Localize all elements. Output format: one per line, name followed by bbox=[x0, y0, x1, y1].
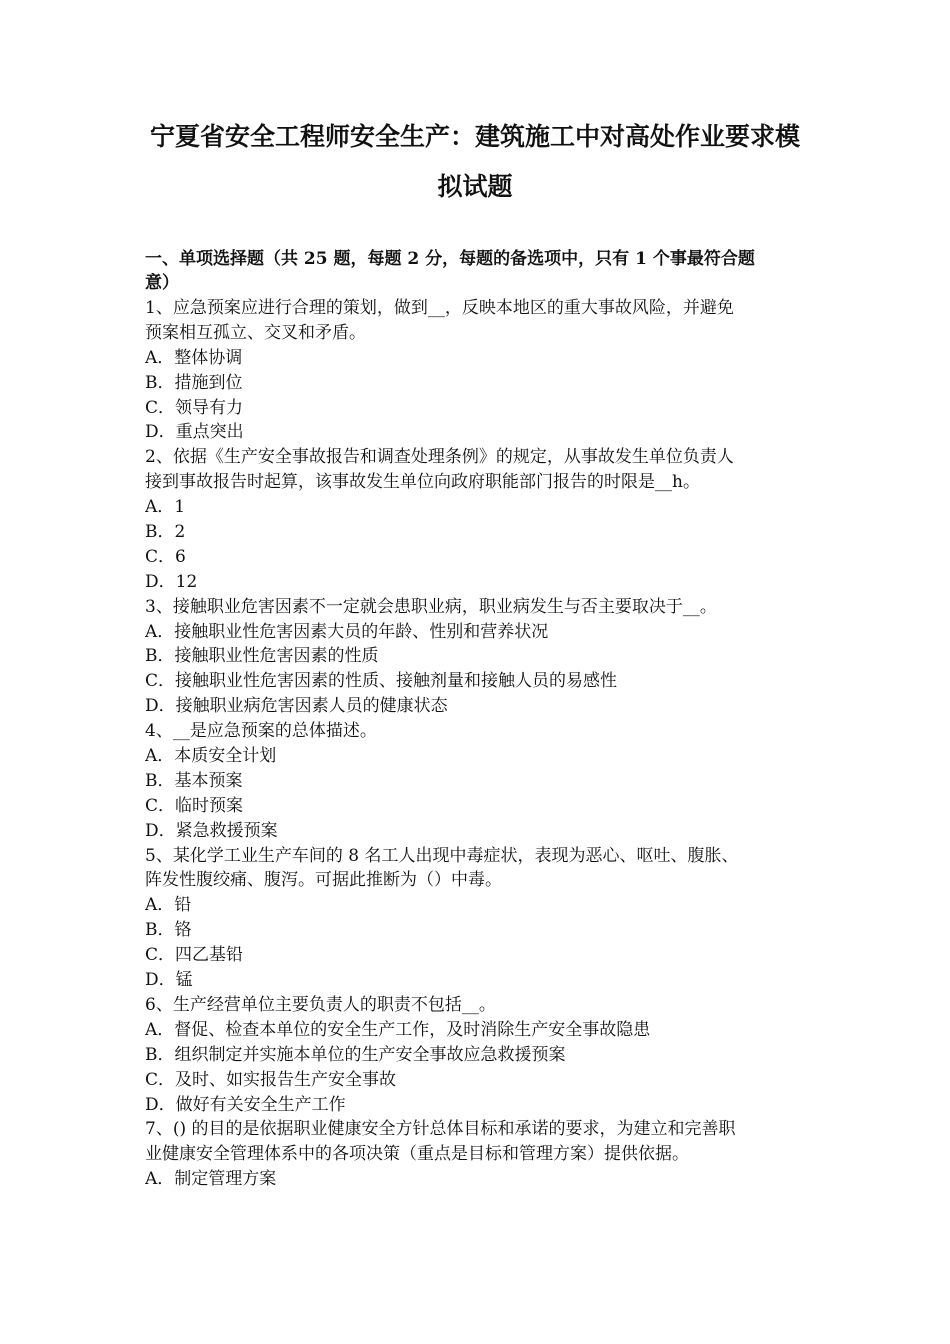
text-line: A．整体协调 bbox=[145, 347, 243, 368]
text-line: C．6 bbox=[145, 546, 186, 567]
text-line: B．组织制定并实施本单位的生产安全事故应急救援预案 bbox=[145, 1044, 566, 1065]
text-line: D．12 bbox=[145, 571, 198, 592]
text-line: 6、生产经营单位主要负责人的职责不包括__。 bbox=[145, 994, 496, 1015]
text-line: D．紧急救援预案 bbox=[145, 820, 278, 841]
title-line-1: 宁夏省安全工程师安全生产：建筑施工中对高处作业要求模 bbox=[149, 122, 800, 151]
section-header-line-1: 一、单项选择题（共 25 题，每题 2 分，每题的备选项中，只有 1 个事最符合题 bbox=[145, 249, 755, 269]
text-line: A．铅 bbox=[145, 895, 192, 916]
text-line: C．领导有力 bbox=[145, 397, 244, 418]
text-line: 7、() 的目的是依据职业健康安全方针总体目标和承诺的要求，为建立和完善职 bbox=[145, 1119, 736, 1140]
text-line: 1、应急预案应进行合理的策划，做到__，反映本地区的重大事故风险，并避免 bbox=[145, 298, 734, 318]
text-line: A．督促、检查本单位的安全生产工作，及时消除生产安全事故隐患 bbox=[145, 1019, 651, 1040]
text-line: A．制定管理方案 bbox=[145, 1169, 277, 1190]
text-line: 3、接触职业危害因素不一定就会患职业病，职业病发生与否主要取决于__。 bbox=[145, 596, 717, 617]
text-line: 2、依据《生产安全事故报告和调查处理条例》的规定，从事故发生单位负责人 bbox=[145, 447, 734, 468]
document-title bbox=[140, 112, 810, 212]
text-line: C．四乙基铅 bbox=[145, 945, 244, 966]
text-line: 5、某化学工业生产车间的 8 名工人出现中毒症状，表现为恶心、呕吐、腹胀、 bbox=[145, 845, 739, 866]
question-body bbox=[145, 296, 809, 1192]
text-line: 4、__是应急预案的总体描述。 bbox=[145, 721, 377, 742]
text-line: B．2 bbox=[145, 522, 186, 543]
title-line-2: 拟试题 bbox=[437, 172, 513, 201]
text-line: 业健康安全管理体系中的各项决策（重点是目标和管理方案）提供依据。 bbox=[145, 1144, 689, 1165]
text-line: 阵发性腹绞痛、腹泻。可据此推断为（）中毒。 bbox=[145, 870, 502, 891]
text-line: 接到事故报告时起算，该事故发生单位向政府职能部门报告的时限是__h。 bbox=[145, 472, 700, 493]
text-line: D．锰 bbox=[145, 970, 193, 991]
text-line: D．做好有关安全生产工作 bbox=[145, 1094, 346, 1115]
text-line: B．接触职业性危害因素的性质 bbox=[145, 646, 379, 667]
text-line: 预案相互孤立、交叉和矛盾。 bbox=[145, 322, 366, 343]
text-line: B．铬 bbox=[145, 920, 192, 941]
text-line: B．基本预案 bbox=[145, 770, 243, 791]
text-line: A．1 bbox=[145, 497, 186, 518]
text-line: D．重点突出 bbox=[145, 422, 244, 443]
section-header bbox=[145, 247, 809, 295]
text-line: B．措施到位 bbox=[145, 372, 243, 393]
text-line: A．接触职业性危害因素大员的年龄、性别和营养状况 bbox=[145, 621, 549, 642]
text-line: C．及时、如实报告生产安全事故 bbox=[145, 1069, 397, 1090]
text-line: C．临时预案 bbox=[145, 795, 244, 816]
text-line: C．接触职业性危害因素的性质、接触剂量和接触人员的易感性 bbox=[145, 671, 618, 692]
section-header-line-2: 意） bbox=[145, 273, 179, 293]
text-line: A．本质安全计划 bbox=[145, 746, 277, 767]
text-line: D．接触职业病危害因素人员的健康状态 bbox=[145, 696, 448, 717]
